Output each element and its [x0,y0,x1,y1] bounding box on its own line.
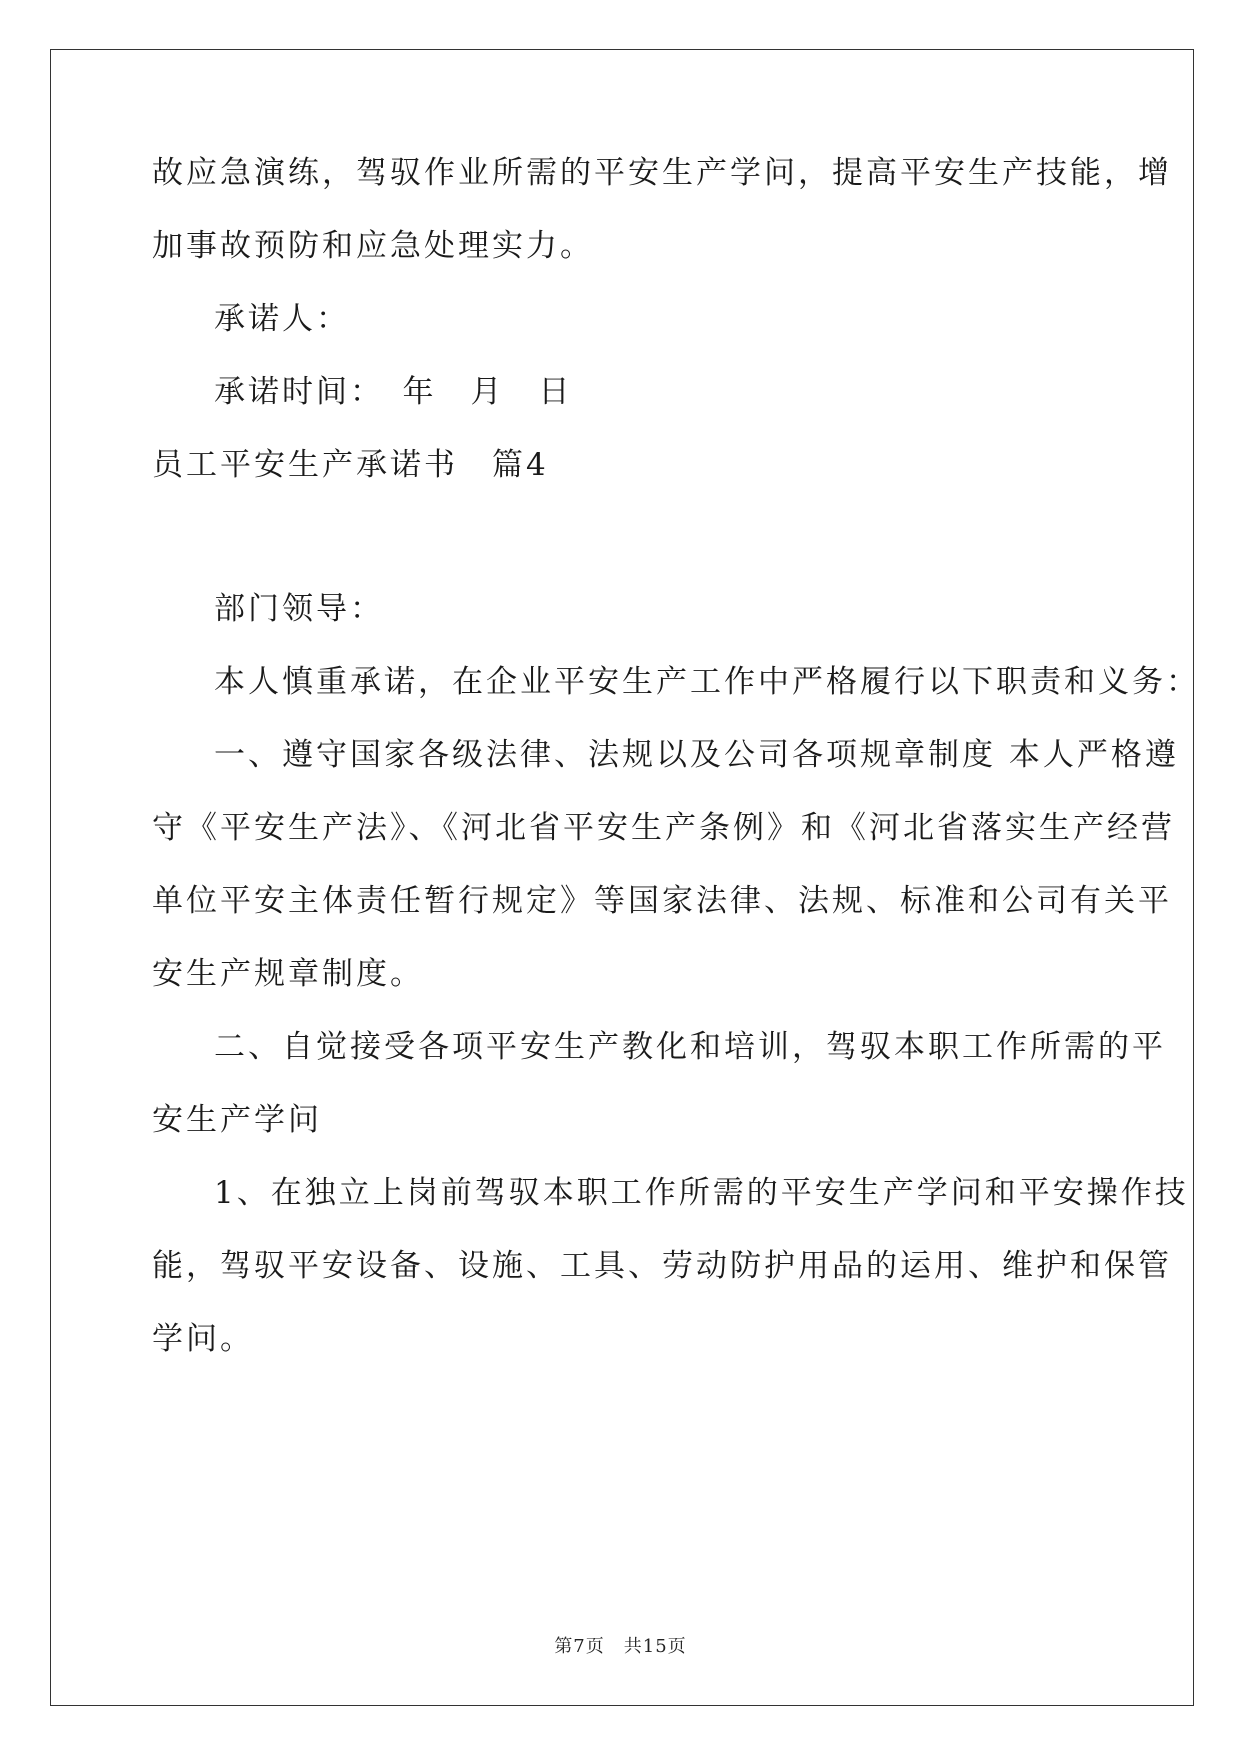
text-line: 本人慎重承诺，在企业平安生产工作中严格履行以下职责和义务： [214,664,1200,700]
text-line: 能，驾驭平安设备、设施、工具、劳动防护用品的运用、维护和保管 [152,1248,1172,1284]
date-label: 承诺时间： 年 月 日 [214,374,573,410]
page-border [50,49,1194,1706]
page-number: 第7页 共15页 [554,1636,687,1657]
text-line: 守《平安生产法》、《河北省平安生产条例》和《河北省落实生产经营 [152,810,1175,846]
text-line: 二、自觉接受各项平安生产教化和培训，驾驭本职工作所需的平 [214,1029,1166,1065]
text-line: 安生产学问 [152,1102,322,1138]
salutation: 部门领导： [214,591,384,627]
text-line: 一、遵守国家各级法律、法规以及公司各项规章制度 本人严格遵 [214,737,1179,773]
text-line: 单位平安主体责任暂行规定》等国家法律、法规、标准和公司有关平 [152,883,1172,919]
text-line: 1、在独立上岗前驾驭本职工作所需的平安生产学问和平安操作技 [214,1175,1189,1211]
text-line: 安生产规章制度。 [152,956,424,992]
section-heading: 员工平安生产承诺书 篇4 [152,447,549,483]
text-line: 故应急演练，驾驭作业所需的平安生产学问，提高平安生产技能，增 [152,155,1172,191]
text-line: 加事故预防和应急处理实力。 [152,228,594,264]
text-line: 学问。 [152,1321,254,1357]
signatory-label: 承诺人： [214,301,350,337]
